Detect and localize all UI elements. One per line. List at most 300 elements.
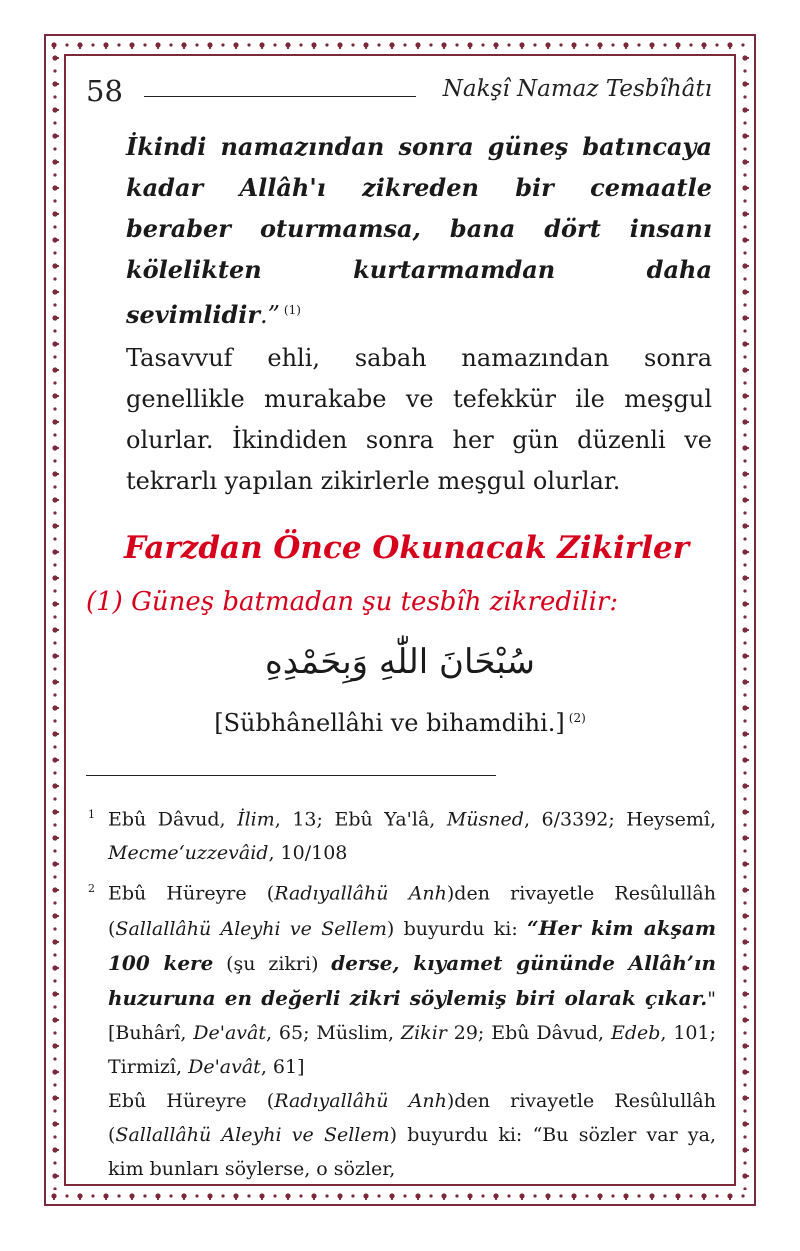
ornament-motif <box>195 43 198 46</box>
ornament-motif <box>743 901 746 904</box>
ornament-motif <box>53 277 56 280</box>
ornament-motif <box>742 601 749 606</box>
ornament-motif <box>742 1069 749 1074</box>
ornament-motif <box>389 42 394 49</box>
ornament-motif <box>103 1193 108 1200</box>
ornament-motif <box>649 42 654 49</box>
transliteration <box>84 698 716 743</box>
ornament-motif <box>743 95 746 98</box>
ornament-motif <box>743 251 746 254</box>
ornament-motif <box>155 1193 160 1200</box>
ornament-motif <box>689 43 692 46</box>
ornament-motif <box>429 43 432 46</box>
ornament-motif <box>742 913 749 918</box>
ornament-motif <box>53 69 56 72</box>
ornament-motif <box>53 537 56 540</box>
ornament-motif <box>53 407 56 410</box>
ornament-motif <box>742 523 749 528</box>
ornament-motif <box>701 1193 706 1200</box>
fn-text: " [Buhârî, <box>108 987 716 1044</box>
fn-italic: De'avât <box>193 1021 266 1044</box>
ornament-motif <box>53 381 56 384</box>
ornament-motif <box>52 237 59 242</box>
ornament-motif <box>52 315 59 320</box>
ornament-motif <box>221 1194 224 1197</box>
ornament-motif <box>559 1194 562 1197</box>
ornament-motif <box>53 355 56 358</box>
fn-text: , 13; Ebû Ya'lâ, <box>274 808 447 831</box>
ornament-bottom <box>48 1188 752 1204</box>
ornament-motif <box>53 589 56 592</box>
ornament-motif <box>52 679 59 684</box>
ornament-motif <box>727 42 732 49</box>
ornament-motif <box>742 159 749 164</box>
ornament-motif <box>649 1193 654 1200</box>
ornament-motif <box>743 1161 746 1164</box>
ornament-motif <box>207 1193 212 1200</box>
ornament-motif <box>571 1193 576 1200</box>
ornament-motif <box>52 81 59 86</box>
ornament-motif <box>742 965 749 970</box>
ornament-motif <box>53 953 56 956</box>
ornament-motif <box>52 965 59 970</box>
ornament-motif <box>743 329 746 332</box>
ornament-motif <box>53 641 56 644</box>
ornament-motif <box>429 1194 432 1197</box>
ornament-motif <box>53 1161 56 1164</box>
ornament-motif <box>52 1147 59 1152</box>
ornament-motif <box>742 653 749 658</box>
ornament-motif <box>52 1095 59 1100</box>
ornament-motif <box>351 43 354 46</box>
ornament-motif <box>742 107 749 112</box>
ornament-motif <box>637 43 640 46</box>
ornament-motif <box>743 433 746 436</box>
ornament-motif <box>52 393 59 398</box>
ornament-motif <box>52 107 59 112</box>
footnote-ref-2[interactable]: (2) <box>568 711 586 725</box>
ornament-motif <box>533 1194 536 1197</box>
ornament-motif <box>743 303 746 306</box>
ornament-motif <box>91 43 94 46</box>
ornament-motif <box>715 43 718 46</box>
ornament-motif <box>743 693 746 696</box>
ornament-motif <box>273 43 276 46</box>
ornament-motif <box>337 42 342 49</box>
ornament-motif <box>611 43 614 46</box>
ornament-motif <box>493 1193 498 1200</box>
ornament-motif <box>52 523 59 528</box>
ornament-motif <box>743 407 746 410</box>
ornament-motif <box>52 887 59 892</box>
quote-tail: .” <box>260 301 280 329</box>
ornament-motif <box>585 1194 588 1197</box>
ornament-motif <box>52 757 59 762</box>
ornament-motif <box>743 537 746 540</box>
fn-bold: derse, kıyamet gününde Allâh’ın huzuruna en değerli zikri söylemiş biri olarak çıkar. <box>108 950 716 1010</box>
ornament-motif <box>53 563 56 566</box>
ornament-motif <box>53 1187 56 1190</box>
ornament-motif <box>52 1017 59 1022</box>
ornament-motif <box>52 471 59 476</box>
quote-text: İkindi namazından sonra güneş batıncaya kadar Allâh'ı zikreden bir cemaatle beraber oturmamsa, bana dört insanı kölelikten kurtarmamdan daha sevimlidir <box>126 132 712 329</box>
ornament-motif <box>53 901 56 904</box>
ornament-motif <box>117 43 120 46</box>
ornament-motif <box>403 1194 406 1197</box>
fn-text: , 61] <box>260 1055 305 1078</box>
footnote-marker: 1 <box>88 808 95 821</box>
ornament-motif <box>169 43 172 46</box>
ornament-motif <box>52 861 59 866</box>
ornament-motif <box>53 1083 56 1086</box>
ornament-motif <box>742 1147 749 1152</box>
ornament-motif <box>52 55 59 60</box>
ornament-motif <box>53 251 56 254</box>
ornament-motif <box>743 459 746 462</box>
fn-text: ) buyurdu ki: <box>389 1123 533 1146</box>
ornament-motif <box>52 705 59 710</box>
ornament-motif <box>742 549 749 554</box>
ornament-motif <box>742 705 749 710</box>
ornament-motif <box>743 1031 746 1034</box>
page-number: 58 <box>86 74 123 108</box>
ornament-motif <box>65 43 68 46</box>
running-title: Nakşî Namaz Tesbîhâtı <box>442 76 712 102</box>
ornament-top <box>48 37 752 53</box>
ornament-motif <box>52 731 59 736</box>
header-rule <box>144 96 416 97</box>
ornament-motif <box>311 1193 316 1200</box>
ornament-motif <box>743 953 746 956</box>
ornament-motif <box>52 367 59 372</box>
ornament-motif <box>743 511 746 514</box>
ornament-motif <box>743 485 746 488</box>
ornament-motif <box>742 627 749 632</box>
ornament-motif <box>742 185 749 190</box>
ornament-motif <box>52 341 59 346</box>
ornament-motif <box>742 211 749 216</box>
ornament-motif <box>742 1043 749 1048</box>
ornament-motif <box>53 875 56 878</box>
ornament-motif <box>742 445 749 450</box>
ornament-motif <box>743 225 746 228</box>
ornament-motif <box>507 43 510 46</box>
ornament-motif <box>351 1194 354 1197</box>
ornament-motif <box>299 1194 302 1197</box>
ornament-motif <box>143 1194 146 1197</box>
ornament-motif <box>52 653 59 658</box>
ornament-motif <box>742 939 749 944</box>
footnote-2-continued <box>84 1084 716 1186</box>
ornament-motif <box>53 121 56 124</box>
ornament-motif <box>155 42 160 49</box>
ornament-motif <box>117 1194 120 1197</box>
ornament-motif <box>325 1194 328 1197</box>
ornament-motif <box>53 823 56 826</box>
ornament-motif <box>742 289 749 294</box>
fn-text: )den rivayetle Resûlullâh ( <box>108 1089 716 1146</box>
ornament-motif <box>743 121 746 124</box>
ornament-motif <box>743 927 746 930</box>
step-heading: (1) Güneş batmadan şu tesbîh zikredilir: <box>86 587 619 617</box>
ornament-motif <box>53 797 56 800</box>
ornament-motif <box>52 1173 59 1178</box>
ornament-motif <box>481 1194 484 1197</box>
ornament-motif <box>77 42 82 49</box>
ornament-motif <box>52 445 59 450</box>
ornament-motif <box>742 1017 749 1022</box>
fn-italic: Sallallâhü Aleyhi ve Sellem <box>115 917 387 940</box>
ornament-motif <box>701 42 706 49</box>
fn-text: ) buyurdu ki: <box>386 917 528 940</box>
ornament-motif <box>715 1194 718 1197</box>
fn-text: )den rivayetle Resûlullâh ( <box>108 882 716 940</box>
ornament-motif <box>742 315 749 320</box>
ornament-motif <box>52 549 59 554</box>
fn-text: , 10/108 <box>268 842 348 865</box>
ornament-motif <box>441 1193 446 1200</box>
ornament-motif <box>743 1109 746 1112</box>
ornament-motif <box>91 1194 94 1197</box>
ornament-motif <box>53 1135 56 1138</box>
ornament-motif <box>52 991 59 996</box>
ornament-motif <box>169 1194 172 1197</box>
ornament-motif <box>259 42 264 49</box>
ornament-motif <box>259 1193 264 1200</box>
ornament-motif <box>743 1187 746 1190</box>
ornament-motif <box>221 43 224 46</box>
ornament-motif <box>742 783 749 788</box>
ornament-motif <box>53 771 56 774</box>
ornament-motif <box>743 1135 746 1138</box>
ornament-motif <box>415 42 420 49</box>
ornament-motif <box>467 1193 472 1200</box>
ornament-motif <box>233 42 238 49</box>
ornament-motif <box>743 355 746 358</box>
ornament-motif <box>65 1194 68 1197</box>
ornament-motif <box>311 42 316 49</box>
ornament-motif <box>743 381 746 384</box>
ornament-motif <box>247 43 250 46</box>
ornament-motif <box>663 43 666 46</box>
ornament-motif <box>742 419 749 424</box>
ornament-motif <box>52 497 59 502</box>
ornament-motif <box>52 809 59 814</box>
ornament-motif <box>53 979 56 982</box>
ornament-motif <box>743 849 746 852</box>
ornament-motif <box>743 1005 746 1008</box>
ornament-motif <box>52 783 59 788</box>
ornament-motif <box>742 861 749 866</box>
ornament-motif <box>389 1193 394 1200</box>
fn-italic: Radıyallâhü Anh <box>274 882 447 905</box>
ornament-motif <box>743 797 746 800</box>
ornament-motif <box>53 511 56 514</box>
ornament-motif <box>742 471 749 476</box>
ornament-motif <box>623 1193 628 1200</box>
ornament-motif <box>325 43 328 46</box>
ornament-motif <box>742 55 749 60</box>
ornament-motif <box>742 809 749 814</box>
ornament-motif <box>53 1031 56 1034</box>
ornament-motif <box>363 1193 368 1200</box>
ornament-motif <box>53 615 56 618</box>
ornament-motif <box>53 95 56 98</box>
fn-text: Ebû Hüreyre ( <box>108 882 275 905</box>
ornament-motif <box>585 43 588 46</box>
ornament-motif <box>533 43 536 46</box>
ornament-motif <box>53 719 56 722</box>
ornament-motif <box>742 133 749 138</box>
footnote-ref-1[interactable]: (1) <box>283 303 301 317</box>
ornament-motif <box>742 237 749 242</box>
ornament-motif <box>743 615 746 618</box>
ornament-motif <box>285 1193 290 1200</box>
ornament-motif <box>742 679 749 684</box>
ornament-motif <box>519 1193 524 1200</box>
ornament-motif <box>743 745 746 748</box>
ornament-motif <box>129 42 134 49</box>
ornament-motif <box>743 277 746 280</box>
ornament-motif <box>611 1194 614 1197</box>
ornament-motif <box>741 43 744 46</box>
ornament-motif <box>52 1069 59 1074</box>
footnote-1 <box>84 798 716 870</box>
ornament-motif <box>53 459 56 462</box>
page-content <box>84 66 716 1186</box>
ornament-motif <box>663 1194 666 1197</box>
ornament-motif <box>743 173 746 176</box>
ornament-motif <box>53 693 56 696</box>
ornament-motif <box>53 173 56 176</box>
ornament-motif <box>247 1194 250 1197</box>
ornament-motif <box>467 42 472 49</box>
ornament-motif <box>689 1194 692 1197</box>
fn-bold: “Bu sözler var ya, kim bunları söylerse, o sözler, <box>108 1123 716 1180</box>
ornament-motif <box>53 1005 56 1008</box>
ornament-motif <box>597 1193 602 1200</box>
ornament-motif <box>52 185 59 190</box>
ornament-motif <box>742 991 749 996</box>
footnote-marker: 2 <box>88 882 95 896</box>
fn-italic: Müsned <box>446 808 524 831</box>
ornament-motif <box>743 641 746 644</box>
ornament-motif <box>743 771 746 774</box>
fn-italic: Edeb <box>610 1021 661 1044</box>
ornament-motif <box>742 757 749 762</box>
ornament-motif <box>53 1057 56 1060</box>
ornament-motif <box>53 329 56 332</box>
ornament-motif <box>455 1194 458 1197</box>
ornament-motif <box>637 1194 640 1197</box>
ornament-left <box>47 52 63 1190</box>
arabic-text: سُبْحَانَ اللّٰهِ وَبِحَمْدِهِ <box>264 642 536 682</box>
fn-text: , 101; Tirmizî, <box>108 1021 716 1078</box>
ornament-motif <box>273 1194 276 1197</box>
ornament-motif <box>129 1193 134 1200</box>
ornament-motif <box>53 147 56 150</box>
ornament-motif <box>743 1083 746 1086</box>
ornament-motif <box>207 42 212 49</box>
ornament-motif <box>742 341 749 346</box>
ornament-motif <box>743 875 746 878</box>
ornament-motif <box>52 601 59 606</box>
ornament-motif <box>742 731 749 736</box>
ornament-motif <box>743 199 746 202</box>
ornament-motif <box>52 419 59 424</box>
ornament-motif <box>53 927 56 930</box>
ornament-right <box>737 52 753 1190</box>
ornament-motif <box>52 835 59 840</box>
fn-text: , 6/3392; Heysemî, <box>523 808 716 831</box>
fn-italic: De'avât <box>188 1055 261 1078</box>
ornament-motif <box>77 1193 82 1200</box>
ornament-motif <box>742 575 749 580</box>
ornament-motif <box>675 42 680 49</box>
ornament-motif <box>377 1194 380 1197</box>
transliteration-text: [Sübhânellâhi ve bihamdihi.] <box>214 709 565 737</box>
ornament-motif <box>52 575 59 580</box>
ornament-motif <box>743 719 746 722</box>
ornament-motif <box>545 42 550 49</box>
ornament-motif <box>52 133 59 138</box>
ornament-motif <box>53 1109 56 1112</box>
hadith-quote <box>126 126 712 336</box>
ornament-motif <box>181 42 186 49</box>
fn-text: (şu zikri) <box>213 952 332 975</box>
ornament-motif <box>441 42 446 49</box>
section-title: Farzdan Önce Okunacak Zikirler <box>124 530 690 566</box>
fn-bold: “Her kim akşam 100 kere <box>108 915 717 975</box>
footnote-separator <box>86 775 496 776</box>
ornament-motif <box>53 225 56 228</box>
ornament-motif <box>493 42 498 49</box>
fn-text: 29; Ebû Dâvud, <box>446 1021 611 1044</box>
ornament-motif <box>52 939 59 944</box>
ornament-motif <box>742 1095 749 1100</box>
ornament-motif <box>742 835 749 840</box>
fn-italic: Mecme‘uzzevâid <box>108 842 269 865</box>
ornament-motif <box>52 263 59 268</box>
ornament-motif <box>52 159 59 164</box>
footnotes <box>84 798 716 1186</box>
ornament-motif <box>51 1193 56 1200</box>
ornament-motif <box>742 81 749 86</box>
ornament-motif <box>181 1193 186 1200</box>
ornament-motif <box>143 43 146 46</box>
ornament-motif <box>742 1173 749 1178</box>
ornament-motif <box>742 497 749 502</box>
ornament-motif <box>52 1121 59 1126</box>
ornament-motif <box>53 433 56 436</box>
fn-italic: Radıyallâhü Anh <box>274 1089 447 1112</box>
ornament-motif <box>299 43 302 46</box>
ornament-motif <box>53 667 56 670</box>
ornament-motif <box>53 745 56 748</box>
fn-italic: Sallallâhü Aleyhi ve Sellem <box>115 1123 390 1146</box>
ornament-motif <box>53 485 56 488</box>
fn-italic: İlim <box>237 808 275 831</box>
ornament-motif <box>742 393 749 398</box>
ornament-motif <box>743 147 746 150</box>
ornament-motif <box>519 42 524 49</box>
ornament-motif <box>727 1193 732 1200</box>
ornament-motif <box>743 823 746 826</box>
page-header <box>84 66 716 112</box>
ornament-motif <box>743 69 746 72</box>
fn-text: , 65; Müslim, <box>266 1021 401 1044</box>
ornament-motif <box>52 913 59 918</box>
